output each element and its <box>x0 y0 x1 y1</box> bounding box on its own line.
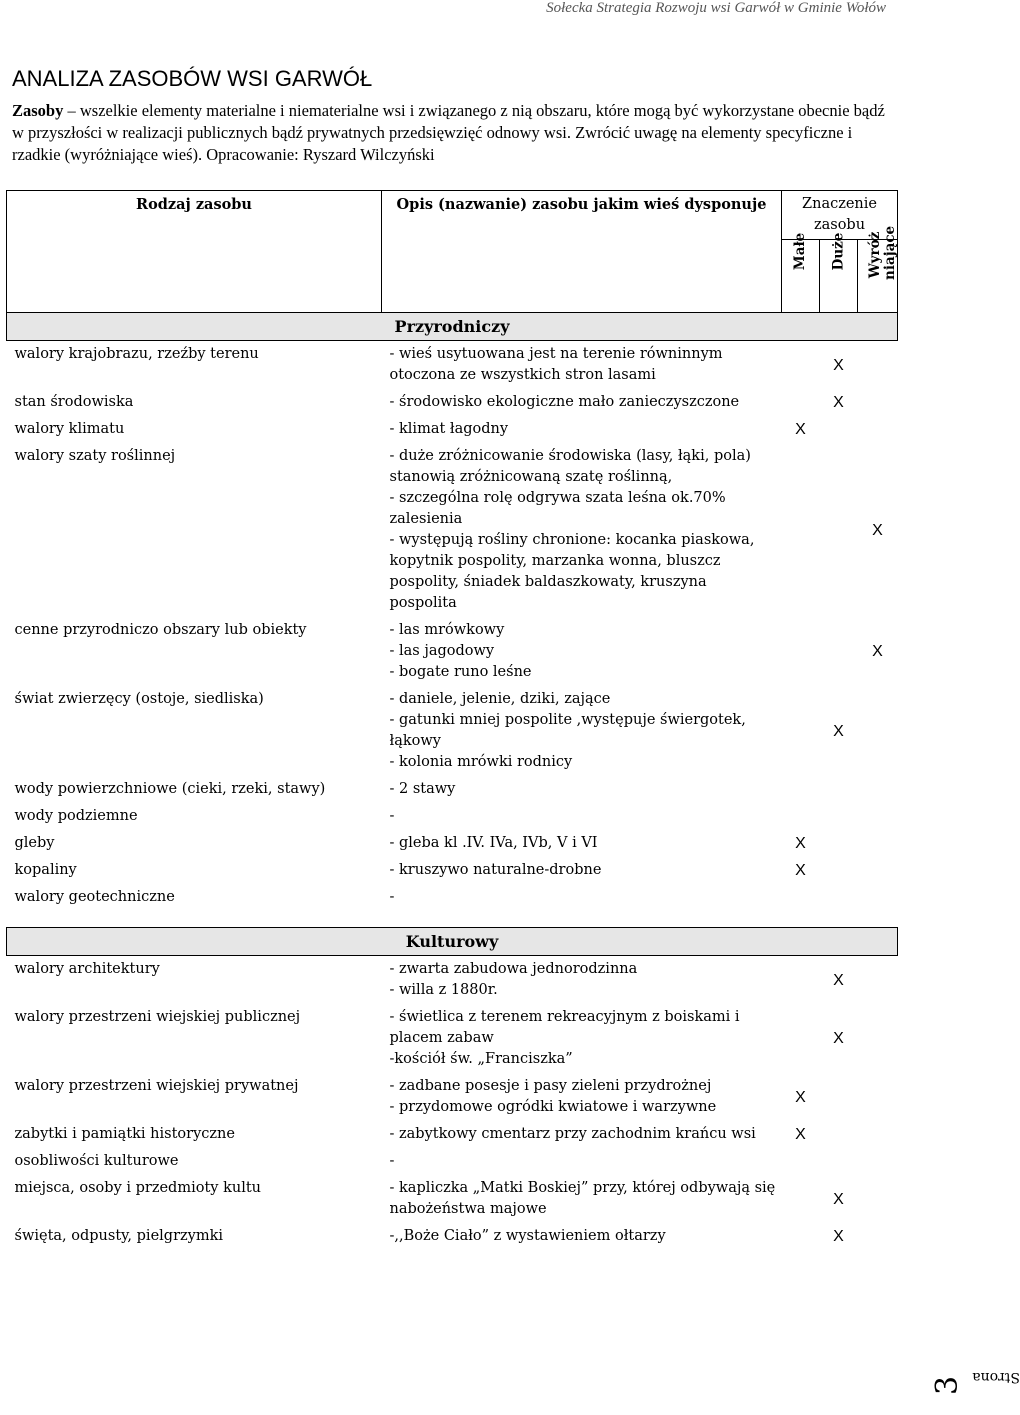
section-title: Przyrodniczy <box>7 313 898 341</box>
mark-big <box>820 1073 858 1121</box>
section-title: Kulturowy <box>7 928 898 956</box>
resource-description: - zabytkowy cmentarz przy zachodnim krańcu wsi <box>389 1126 756 1142</box>
mark-small <box>782 686 820 776</box>
resource-type: walory przestrzeni wiejskiej prywatnej <box>14 1078 299 1094</box>
resource-description: - <box>389 889 395 905</box>
resource-description: - daniele, jelenie, dziki, zające - gatunki mniej pospolite ,występuje świergotek, łąkowy - kolonia mrówki rodnicy <box>389 691 746 770</box>
table-row <box>7 686 898 776</box>
mark-small: X <box>795 835 806 852</box>
mark-unique <box>858 956 898 1005</box>
col-unique-header: Wyróż niające <box>858 240 898 313</box>
page-number: Strona 3 <box>930 1369 1020 1395</box>
table-row <box>7 416 898 443</box>
document-title: ANALIZA ZASOBÓW WSI GARWÓŁ <box>12 66 373 91</box>
mark-big: X <box>833 1228 844 1245</box>
resource-type: walory przestrzeni wiejskiej publicznej <box>14 1009 301 1025</box>
mark-unique <box>858 1175 898 1223</box>
resource-description: - kruszywo naturalne-drobne <box>389 862 602 878</box>
resource-type: walory klimatu <box>14 421 125 437</box>
mark-small: X <box>795 1088 806 1106</box>
table-row <box>7 1223 898 1250</box>
col-importance-header: Znaczenie zasobu <box>782 191 898 240</box>
resource-type: walory szaty roślinnej <box>14 448 176 464</box>
section-header <box>7 313 898 341</box>
table-row <box>7 1148 898 1175</box>
resources-table <box>6 190 898 1250</box>
mark-unique <box>858 1223 898 1250</box>
resource-type: wody podziemne <box>14 808 138 824</box>
mark-big <box>820 617 858 686</box>
section-header <box>7 928 898 956</box>
table-row <box>7 776 898 803</box>
mark-small <box>782 884 820 911</box>
table-row <box>7 1073 898 1121</box>
resource-type: walory architektury <box>14 961 160 977</box>
table-header-row <box>7 191 898 240</box>
mark-small <box>782 389 820 416</box>
table-row <box>7 1121 898 1148</box>
table-row <box>7 389 898 416</box>
table-row <box>7 1004 898 1073</box>
mark-big <box>820 884 858 911</box>
mark-small <box>782 956 820 1005</box>
mark-big <box>820 857 858 884</box>
resource-description: - kapliczka „Matki Boskiej” przy, której odbywają się nabożeństwa majowe <box>389 1180 776 1217</box>
mark-small <box>782 443 820 617</box>
resource-description: - środowisko ekologiczne mało zanieczyszczone <box>389 394 740 410</box>
table-row <box>7 830 898 857</box>
mark-unique <box>858 1121 898 1148</box>
mark-unique <box>858 416 898 443</box>
mark-small <box>782 341 820 390</box>
mark-big: X <box>833 971 844 989</box>
mark-small <box>782 1175 820 1223</box>
resource-type: kopaliny <box>14 862 77 878</box>
mark-big <box>820 803 858 830</box>
col-desc-header: Opis (nazwanie) zasobu jakim wieś dysponuje <box>382 191 782 313</box>
resource-type: gleby <box>14 835 55 851</box>
mark-unique <box>858 389 898 416</box>
resource-description: -,,Boże Ciało” z wystawieniem ołtarzy <box>389 1228 666 1244</box>
table-row <box>7 884 898 911</box>
mark-unique <box>858 776 898 803</box>
intro-paragraph <box>12 100 892 166</box>
resource-description: - 2 stawy <box>389 781 456 797</box>
resource-type: stan środowiska <box>14 394 134 410</box>
mark-unique <box>858 686 898 776</box>
col-big-header: Duże <box>820 240 858 313</box>
mark-unique <box>858 1148 898 1175</box>
resource-description: - <box>389 808 395 824</box>
resource-type: zabytki i pamiątki historyczne <box>14 1126 235 1142</box>
mark-small <box>782 1148 820 1175</box>
mark-big: X <box>833 1030 844 1047</box>
resource-description: - klimat łagodny <box>389 421 509 437</box>
mark-small <box>782 776 820 803</box>
mark-small: X <box>795 862 806 879</box>
running-header: Sołecka Strategia Rozwoju wsi Garwół w Gminie Wołów <box>546 0 886 16</box>
col-type-header: Rodzaj zasobu <box>7 191 382 313</box>
table-row <box>7 956 898 1005</box>
mark-small: X <box>795 421 806 438</box>
mark-small <box>782 803 820 830</box>
mark-unique <box>858 341 898 390</box>
mark-unique <box>858 884 898 911</box>
resource-type: miejsca, osoby i przedmioty kultu <box>14 1180 262 1196</box>
section-spacer <box>7 911 898 928</box>
resource-type: świat zwierzęcy (ostoje, siedliska) <box>14 691 264 707</box>
resource-description: - zadbane posesje i pasy zieleni przydrożnej - przydomowe ogródki kwiatowe i warzywne <box>389 1078 717 1115</box>
mark-unique: X <box>872 643 883 660</box>
mark-big <box>820 1148 858 1175</box>
resource-description: - duże zróżnicowanie środowiska (lasy, łąki, pola) stanowią zróżnicowaną szatę roślinną, - szczególna rolę odgrywa szata leśna ok.70% zalesienia - występują rośliny chronione: kocanka piaskowa, kopytnik pospolity, marzanka wonna, bluszcz pospolity, śniadek baldaszkowaty, kruszyna pospolita <box>389 448 755 611</box>
resource-type: święta, odpusty, pielgrzymki <box>14 1228 224 1244</box>
mark-small <box>782 617 820 686</box>
resource-description: - wieś usytuowana jest na terenie równinnym otoczona ze wszystkich stron lasami <box>389 346 723 383</box>
resource-type: wody powierzchniowe (cieki, rzeki, stawy) <box>14 781 326 797</box>
mark-small: X <box>795 1126 806 1143</box>
mark-unique <box>858 803 898 830</box>
table-row <box>7 443 898 617</box>
table-row <box>7 857 898 884</box>
resource-description: - gleba kl .IV. IVa, IVb, V i VI <box>389 835 598 851</box>
mark-big <box>820 776 858 803</box>
mark-big: X <box>833 722 844 740</box>
mark-big <box>820 1121 858 1148</box>
resource-description: - <box>389 1153 395 1169</box>
mark-unique <box>858 830 898 857</box>
mark-unique: X <box>872 521 883 539</box>
mark-big <box>820 416 858 443</box>
table-row <box>7 803 898 830</box>
mark-small <box>782 1004 820 1073</box>
resource-description: - las mrówkowy - las jagodowy - bogate runo leśne <box>389 622 532 680</box>
col-small-header: Małe <box>782 240 820 313</box>
resource-type: walory krajobrazu, rzeźby terenu <box>14 346 259 362</box>
table-row <box>7 1175 898 1223</box>
mark-big: X <box>833 356 844 374</box>
mark-big <box>820 830 858 857</box>
intro-bold: Zasoby <box>12 101 64 120</box>
intro-text: – wszelkie elementy materialne i niematerialne wsi i związanego z nią obszaru, które mogą być wykorzystane obecnie bądź w przyszłości w realizacji publicznych bądź prywatnych przedsięwzięć odnowy wsi. Zwrócić uwagę na elementy specyficzne i rzadkie (wyróżniające wieś). Opracowanie: Ryszard Wilczyński <box>12 101 885 164</box>
resource-description: - świetlica z terenem rekreacyjnym z boiskami i placem zabaw -kościół św. „Franciszka” <box>389 1009 740 1067</box>
resource-description: - zwarta zabudowa jednorodzinna - willa z 1880r. <box>389 961 638 998</box>
mark-unique <box>858 1004 898 1073</box>
table-row <box>7 341 898 390</box>
mark-big <box>820 443 858 617</box>
resource-type: cenne przyrodniczo obszary lub obiekty <box>14 622 307 638</box>
mark-unique <box>858 1073 898 1121</box>
mark-big: X <box>833 394 844 411</box>
mark-small <box>782 1223 820 1250</box>
mark-big: X <box>833 1190 844 1208</box>
resource-type: walory geotechniczne <box>14 889 175 905</box>
table-row <box>7 617 898 686</box>
resource-type: osobliwości kulturowe <box>14 1153 179 1169</box>
mark-unique <box>858 857 898 884</box>
